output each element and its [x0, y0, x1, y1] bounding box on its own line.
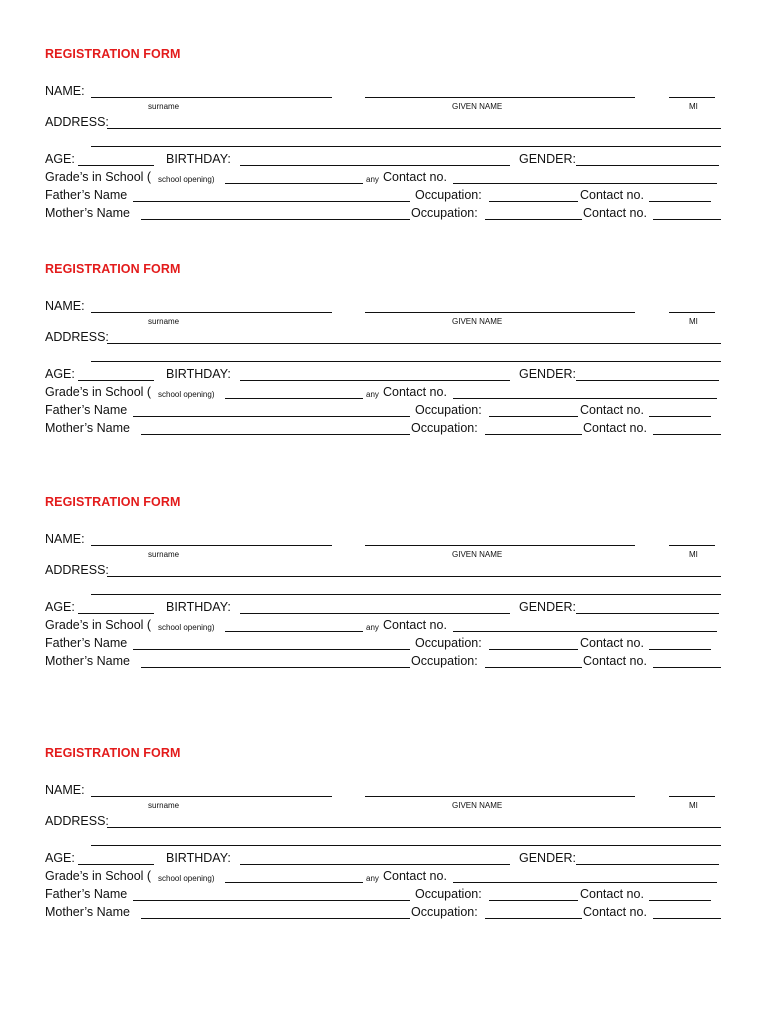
contact-label: Contact no. [383, 385, 447, 399]
mother-name-field[interactable] [141, 918, 410, 919]
surname-field[interactable] [91, 312, 332, 313]
birthday-field[interactable] [240, 613, 510, 614]
father-occupation-field[interactable] [489, 416, 578, 417]
mi-caption: MI [689, 317, 698, 326]
given-name-field[interactable] [365, 97, 635, 98]
mother-occupation-field[interactable] [485, 667, 582, 668]
father-contact-label: Contact no. [580, 188, 644, 202]
address-field-line-2[interactable] [91, 594, 721, 595]
given-name-field[interactable] [365, 545, 635, 546]
age-field[interactable] [78, 864, 154, 865]
father-occupation-label: Occupation: [415, 403, 482, 417]
any-label: any [366, 623, 379, 632]
given-name-caption: GIVEN NAME [452, 801, 503, 810]
gender-field[interactable] [576, 613, 719, 614]
birthday-field[interactable] [240, 165, 510, 166]
age-field[interactable] [78, 380, 154, 381]
mi-field[interactable] [669, 545, 715, 546]
surname-caption: surname [148, 317, 180, 326]
father-name-field[interactable] [133, 201, 410, 202]
school-opening-label: school opening) [158, 874, 215, 883]
address-label: ADDRESS: [45, 563, 109, 577]
mother-contact-label: Contact no. [583, 421, 647, 435]
father-occupation-label: Occupation: [415, 188, 482, 202]
any-label: any [366, 390, 379, 399]
gender-field[interactable] [576, 380, 719, 381]
gender-label: GENDER: [519, 152, 576, 166]
father-name-label: Father’s Name [45, 403, 128, 417]
gender-field[interactable] [576, 165, 719, 166]
father-contact-field[interactable] [649, 649, 711, 650]
gender-field[interactable] [576, 864, 719, 865]
given-name-caption: GIVEN NAME [452, 102, 503, 111]
age-label: AGE: [45, 851, 75, 865]
mother-occupation-label: Occupation: [411, 905, 478, 919]
address-field-line-2[interactable] [91, 361, 721, 362]
mother-contact-label: Contact no. [583, 206, 647, 220]
mother-occupation-field[interactable] [485, 918, 582, 919]
mother-occupation-label: Occupation: [411, 421, 478, 435]
birthday-label: BIRTHDAY: [166, 367, 231, 381]
surname-field[interactable] [91, 796, 332, 797]
age-label: AGE: [45, 152, 75, 166]
grades-label: Grade’s in School ( [45, 618, 152, 632]
mother-name-label: Mother’s Name [45, 206, 130, 220]
name-label: NAME: [45, 299, 85, 313]
mother-occupation-label: Occupation: [411, 206, 478, 220]
grades-field[interactable] [225, 398, 363, 399]
birthday-label: BIRTHDAY: [166, 600, 231, 614]
mother-contact-label: Contact no. [583, 654, 647, 668]
father-contact-field[interactable] [649, 900, 711, 901]
father-name-label: Father’s Name [45, 636, 128, 650]
form-title: REGISTRATION FORM [45, 746, 181, 760]
mother-occupation-field[interactable] [485, 434, 582, 435]
registration-form-1 [45, 47, 725, 247]
birthday-label: BIRTHDAY: [166, 152, 231, 166]
mother-name-label: Mother’s Name [45, 654, 130, 668]
name-label: NAME: [45, 84, 85, 98]
grades-field[interactable] [225, 882, 363, 883]
address-field-line-1[interactable] [107, 343, 721, 344]
grades-label: Grade’s in School ( [45, 385, 152, 399]
age-field[interactable] [78, 165, 154, 166]
surname-field[interactable] [91, 545, 332, 546]
mother-occupation-field[interactable] [485, 219, 582, 220]
address-field-line-2[interactable] [91, 146, 721, 147]
address-label: ADDRESS: [45, 330, 109, 344]
father-contact-label: Contact no. [580, 887, 644, 901]
any-label: any [366, 175, 379, 184]
surname-field[interactable] [91, 97, 332, 98]
address-label: ADDRESS: [45, 814, 109, 828]
surname-caption: surname [148, 550, 180, 559]
school-opening-label: school opening) [158, 175, 215, 184]
father-occupation-label: Occupation: [415, 636, 482, 650]
mother-name-label: Mother’s Name [45, 905, 130, 919]
mother-occupation-label: Occupation: [411, 654, 478, 668]
contact-label: Contact no. [383, 869, 447, 883]
grades-field[interactable] [225, 631, 363, 632]
father-name-field[interactable] [133, 649, 410, 650]
father-contact-label: Contact no. [580, 636, 644, 650]
address-field-line-2[interactable] [91, 845, 721, 846]
mi-caption: MI [689, 102, 698, 111]
father-name-label: Father’s Name [45, 188, 128, 202]
father-name-label: Father’s Name [45, 887, 128, 901]
any-label: any [366, 874, 379, 883]
mother-name-field[interactable] [141, 667, 410, 668]
surname-caption: surname [148, 801, 180, 810]
mother-contact-field[interactable] [653, 667, 721, 668]
contact-field[interactable] [453, 631, 717, 632]
father-occupation-field[interactable] [489, 649, 578, 650]
mi-field[interactable] [669, 97, 715, 98]
given-name-field[interactable] [365, 312, 635, 313]
form-title: REGISTRATION FORM [45, 47, 181, 61]
father-contact-field[interactable] [649, 416, 711, 417]
form-title: REGISTRATION FORM [45, 262, 181, 276]
mother-name-label: Mother’s Name [45, 421, 130, 435]
mother-contact-field[interactable] [653, 918, 721, 919]
mother-contact-label: Contact no. [583, 905, 647, 919]
address-field-line-1[interactable] [107, 827, 721, 828]
gender-label: GENDER: [519, 600, 576, 614]
grades-label: Grade’s in School ( [45, 170, 152, 184]
gender-label: GENDER: [519, 367, 576, 381]
age-label: AGE: [45, 600, 75, 614]
grades-label: Grade’s in School ( [45, 869, 152, 883]
registration-form-3 [45, 495, 725, 695]
contact-field[interactable] [453, 882, 717, 883]
given-name-field[interactable] [365, 796, 635, 797]
given-name-caption: GIVEN NAME [452, 317, 503, 326]
age-label: AGE: [45, 367, 75, 381]
name-label: NAME: [45, 783, 85, 797]
school-opening-label: school opening) [158, 623, 215, 632]
father-name-field[interactable] [133, 900, 410, 901]
given-name-caption: GIVEN NAME [452, 550, 503, 559]
address-field-line-1[interactable] [107, 576, 721, 577]
father-occupation-label: Occupation: [415, 887, 482, 901]
registration-form-4 [45, 746, 725, 946]
mi-caption: MI [689, 550, 698, 559]
school-opening-label: school opening) [158, 390, 215, 399]
surname-caption: surname [148, 102, 180, 111]
father-name-field[interactable] [133, 416, 410, 417]
father-contact-field[interactable] [649, 201, 711, 202]
address-label: ADDRESS: [45, 115, 109, 129]
mother-contact-field[interactable] [653, 219, 721, 220]
gender-label: GENDER: [519, 851, 576, 865]
form-title: REGISTRATION FORM [45, 495, 181, 509]
age-field[interactable] [78, 613, 154, 614]
birthday-field[interactable] [240, 380, 510, 381]
mi-caption: MI [689, 801, 698, 810]
grades-field[interactable] [225, 183, 363, 184]
contact-label: Contact no. [383, 170, 447, 184]
contact-field[interactable] [453, 183, 717, 184]
registration-form-2 [45, 262, 725, 462]
father-occupation-field[interactable] [489, 201, 578, 202]
contact-label: Contact no. [383, 618, 447, 632]
mother-name-field[interactable] [141, 434, 410, 435]
mother-contact-field[interactable] [653, 434, 721, 435]
name-label: NAME: [45, 532, 85, 546]
father-occupation-field[interactable] [489, 900, 578, 901]
mi-field[interactable] [669, 312, 715, 313]
father-contact-label: Contact no. [580, 403, 644, 417]
address-field-line-1[interactable] [107, 128, 721, 129]
mother-name-field[interactable] [141, 219, 410, 220]
mi-field[interactable] [669, 796, 715, 797]
birthday-label: BIRTHDAY: [166, 851, 231, 865]
birthday-field[interactable] [240, 864, 510, 865]
contact-field[interactable] [453, 398, 717, 399]
